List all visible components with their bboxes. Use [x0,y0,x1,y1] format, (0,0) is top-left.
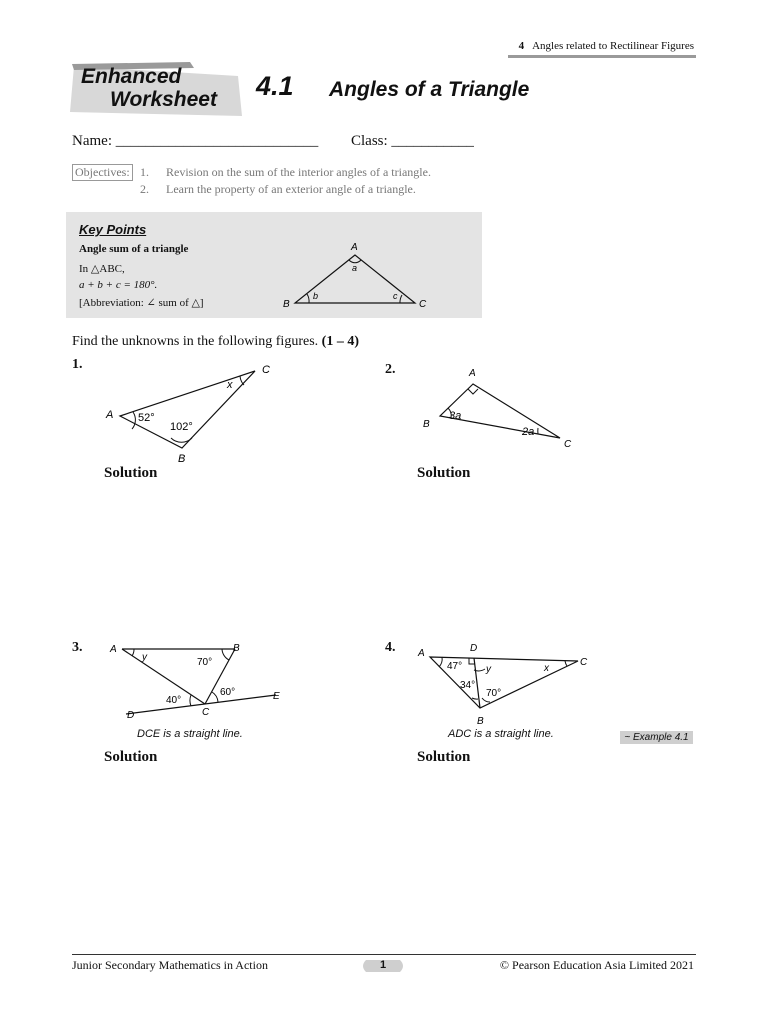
angle-arc-abd [472,698,478,699]
page-number: 1 [379,959,387,971]
name-field: Name: ___________________________ [72,133,319,149]
vertex-label-c: C [202,707,210,718]
solution-heading: Solution [104,749,158,765]
angle-value-c: 2a [522,426,535,438]
chapter-number: 4 [518,40,525,52]
figure-caption: DCE is a straight line. [137,728,243,740]
objectives-label: Objectives: [72,164,133,181]
instruction [72,334,359,350]
footer-copyright: © Pearson Education Asia Limited 2021 [499,958,694,972]
angle-arc-a [132,412,135,429]
line-ac [122,649,205,704]
key-points-triangle-diagram [280,240,440,312]
angle-value-bce: 60° [220,687,236,698]
question-3-diagram [100,636,300,722]
class-field: Class: ___________ [351,133,474,149]
question-number: 1. [72,357,83,372]
running-header [519,40,694,52]
key-points-abbreviation: [Abbreviation: ∠ sum of △] [79,297,204,309]
question-1-diagram [100,358,290,468]
key-points-equation: a + b + c = 180°. [79,279,158,291]
question-number: 2. [385,362,396,377]
angle-arc-b [222,649,229,660]
question-number: 4. [385,640,396,655]
footer-rule [72,954,696,955]
angle-label-b: b [313,291,319,301]
section-number: 4.1 [256,71,294,101]
triangle-q1 [120,371,255,448]
vertex-label-a: A [469,368,476,379]
angle-value-a: 52° [138,412,155,424]
instruction-range: (1 – 4) [321,334,359,349]
enhanced-worksheet-badge [70,62,246,120]
angle-value-b: 102° [170,421,193,433]
angle-label-c: c [393,291,398,301]
key-points-title: Key Points [79,222,147,237]
angle-value-b: 3a [449,410,462,422]
vertex-label-a: A [106,409,114,421]
angle-arc-c [400,295,402,303]
question-4-diagram [412,636,596,728]
vertex-label-b: B [178,453,186,465]
objective-item: 2. Learn the property of an exterior angle of a triangle. [140,182,416,196]
angle-arc-c [240,376,244,385]
key-points-subtitle: Angle sum of a triangle [79,243,189,255]
angle-unknown-x: x [544,663,549,674]
angle-arc-b [307,294,309,303]
angle-value-a: 47° [447,661,463,672]
vertex-label-c: C [262,364,270,376]
angle-unknown-y: y [142,652,147,663]
badge-line-2: Worksheet [110,88,217,111]
objective-item: 1. Revision on the sum of the interior angles of a triangle. [140,165,431,179]
badge-line-1: Enhanced [81,65,182,88]
question-number: 3. [72,640,83,655]
vertex-label-d: D [470,643,478,654]
angle-value-dbc: 70° [486,688,502,699]
vertex-label-b: B [283,299,290,310]
solution-heading: Solution [417,749,471,765]
vertex-label-c: C [564,439,572,450]
vertex-label-c: C [580,657,588,668]
solution-heading: Solution [417,465,471,481]
question-2-diagram [418,364,588,454]
solution-heading: Solution [104,465,158,481]
vertex-label-b: B [233,643,240,654]
vertex-label-c: C [419,299,427,310]
angle-arc-y [132,649,134,656]
angle-value-acd: 40° [166,695,182,706]
header-rule [508,55,696,58]
right-angle-mark [468,389,478,394]
angle-unknown-x: x [227,379,233,391]
angle-value-b: 70° [197,657,213,668]
angle-label-a: a [352,263,358,273]
angle-arc-a [439,657,442,667]
footer-book-title: Junior Secondary Mathematics in Action [72,958,268,972]
vertex-label-a: A [418,648,425,659]
vertex-label-e: E [273,691,280,702]
angle-arc-bce [212,692,218,702]
figure-caption: ADC is a straight line. [448,728,554,740]
vertex-label-a: A [351,242,358,253]
angle-arc-c [565,661,567,666]
vertex-label-a: A [110,644,117,655]
vertex-label-b: B [477,716,484,727]
angle-arc-acd [190,695,191,706]
vertex-label-b: B [423,419,430,430]
instruction-text: Find the unknowns in the following figures. [72,334,319,349]
chapter-title: Angles related to Rectilinear Figures [532,40,694,52]
key-points-in: In △ABC, [79,263,125,275]
section-title: Angles of a Triangle [329,78,530,101]
vertex-label-d: D [127,710,135,721]
page-number-tab [360,958,406,974]
angle-value-abd: 34° [460,680,476,691]
example-reference-tag: ~ Example 4.1 [620,731,693,744]
line-dce [126,695,276,714]
angle-unknown-y: y [486,664,491,675]
